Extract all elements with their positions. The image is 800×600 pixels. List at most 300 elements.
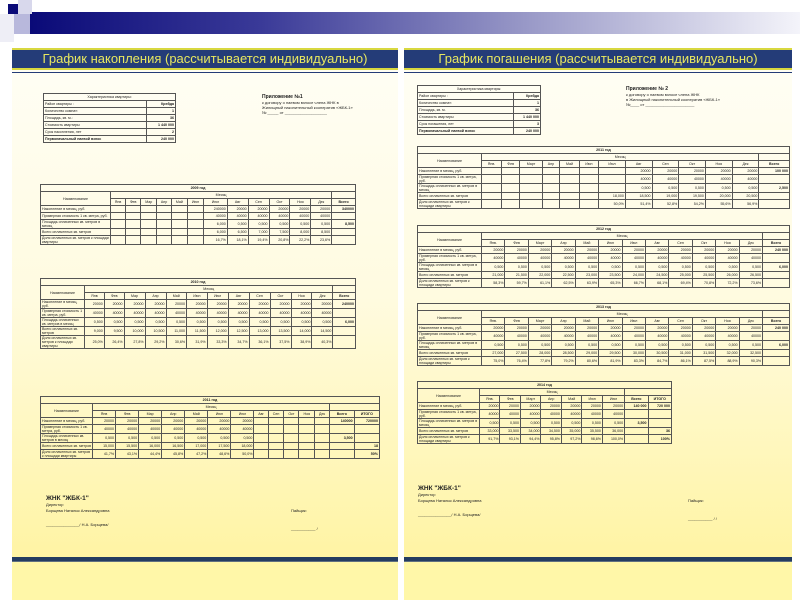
year-row (418, 304, 790, 311)
appendix-line: №____ от ______________________ (626, 102, 695, 107)
row-value: 1 440 000 (513, 114, 540, 121)
table-row (418, 184, 790, 193)
month-Ноя: Ноя (291, 293, 312, 300)
name-header: Наименование (41, 286, 85, 300)
cell-value: 62,5% (552, 279, 575, 288)
month-Окт: Окт (284, 411, 299, 418)
month-Ноя: Ноя (290, 199, 311, 206)
month-Июл: Июл (622, 240, 645, 247)
row-itogo: 50% (354, 450, 379, 459)
cell-value (579, 168, 599, 175)
cell-value: 0,500 (269, 220, 290, 229)
table-row (418, 263, 790, 272)
year-row (418, 382, 672, 389)
cell-value: 95,8% (541, 435, 561, 444)
table-row (418, 279, 790, 288)
cell-value: 20000 (228, 300, 249, 309)
header-row (418, 154, 790, 161)
row-total: 140000 (329, 418, 354, 425)
row-label: Первоначальный паевой взнос (44, 136, 147, 143)
month-Фев: Фев (126, 199, 141, 206)
cell-value: 40000 (166, 309, 187, 318)
row-total: 340000 (332, 206, 356, 213)
cell-value: 17,500 (208, 443, 231, 450)
cell-value: 0,500 (85, 318, 105, 327)
cell-value (542, 200, 560, 209)
row-label: Всего оплаченных кв. метров (42, 444, 91, 448)
cell-value: 40000 (291, 309, 312, 318)
month-Май: Май (575, 318, 598, 325)
cell-value: 20000 (269, 206, 290, 213)
header-row (418, 389, 672, 396)
appendix-line: Жилищный накопительный кооператив «ЖБК-1» (262, 105, 353, 110)
cell-value: 20000 (312, 300, 333, 309)
row-value: 240 000 (513, 128, 540, 135)
cell-value: 40000 (625, 175, 652, 184)
cell-value: 10,500 (145, 327, 166, 336)
cell-value (284, 443, 299, 450)
cell-value: 0,500 (124, 318, 145, 327)
cell-value: 0,500 (575, 263, 598, 272)
cell-value: 0,500 (227, 220, 248, 229)
row-value: 1 (513, 100, 540, 107)
cell-value: 69,4% (669, 279, 692, 288)
cell-value: 20000 (227, 206, 248, 213)
table-row (41, 450, 380, 459)
cell-value (111, 229, 126, 236)
cell-value: 20000 (231, 418, 254, 425)
cell-value: 40000 (207, 309, 228, 318)
cell-value: 32,500 (739, 350, 762, 357)
cell-value: 0,500 (104, 318, 124, 327)
cell-value: 40000 (622, 332, 645, 341)
cell-value: 26,4% (104, 336, 124, 349)
month-Янв.: Янв. (482, 318, 505, 325)
cell-value (126, 206, 141, 213)
cell-value: 0,500 (482, 341, 505, 350)
cell-value: 35,000 (561, 428, 581, 435)
cell-value: 0,500 (732, 184, 759, 193)
cell-value: 40000 (575, 332, 598, 341)
cell-value (502, 200, 520, 209)
table-row (418, 193, 790, 200)
row-total: 3,500 (625, 419, 648, 428)
cell-value: 32,000 (716, 350, 739, 357)
cell-value: 40000 (602, 410, 624, 419)
row-label: Площадь оплаченных кв. метров в месяц (418, 263, 482, 272)
year-row (418, 226, 790, 233)
cell-value (520, 200, 542, 209)
cell-value: 0,500 (692, 341, 715, 350)
appendix-title: Приложение № 2 (626, 86, 669, 92)
cell-value (315, 418, 330, 425)
month-Мар: Мар (124, 293, 145, 300)
month-Апр: Апр (162, 411, 185, 418)
month-Авг: Авг (645, 318, 668, 325)
panel-title: График накопления (рассчитывается индивидуально) (12, 48, 398, 70)
appendix-title: Приложение №1 (262, 94, 303, 100)
month-Фев: Фев (104, 293, 124, 300)
cell-value: 51,4% (625, 200, 652, 209)
cell-value: 0,500 (692, 263, 715, 272)
row-label: Площадь оплаченных кв. метров в месяц (418, 184, 482, 193)
cell-value: 40000 (482, 254, 505, 263)
table-row (44, 101, 176, 108)
row-label: Накопление в месяц, руб. (41, 300, 85, 309)
table-row (418, 200, 790, 209)
table-row (418, 93, 541, 100)
cell-value (268, 425, 284, 434)
cell-value: 40000 (505, 332, 528, 341)
cell-value: 20000 (482, 325, 505, 332)
cell-value (187, 229, 203, 236)
cell-value: 40000 (692, 254, 715, 263)
cell-value: 20000 (528, 325, 551, 332)
signature-block (418, 485, 778, 521)
cell-value (315, 443, 330, 450)
cell-value: 75,0% (482, 357, 505, 366)
table-header-row (418, 86, 541, 93)
month-Окт: Окт (692, 318, 715, 325)
cell-value (111, 220, 126, 229)
cell-value: 40000 (231, 425, 254, 434)
cell-value: 56,9% (732, 200, 759, 209)
cell-value: 8,500 (311, 229, 332, 236)
cell-value: 52,8% (652, 200, 679, 209)
cell-value: 20000 (669, 247, 692, 254)
cell-value (126, 220, 141, 229)
cell-value: 29,2% (145, 336, 166, 349)
month-Сен: Сен (669, 318, 692, 325)
table-row (418, 419, 672, 428)
total-header: Всего (329, 411, 354, 418)
cell-value: 27,8% (124, 336, 145, 349)
cell-value: 20000 (739, 325, 762, 332)
month-Апр: Апр (542, 161, 560, 168)
cell-value: 24,500 (645, 272, 668, 279)
header-spacer (759, 154, 790, 161)
cell-value: 40000 (139, 425, 162, 434)
cell-value: 33,000 (480, 428, 500, 435)
cell-value (126, 236, 141, 245)
cell-value: 0,500 (270, 318, 291, 327)
cell-value: 17,000 (185, 443, 208, 450)
month-Ноя: Ноя (716, 318, 739, 325)
month-Окт: Окт (692, 240, 715, 247)
cell-value: 7,000 (248, 229, 269, 236)
row-itogo (354, 434, 379, 443)
cell-value: 40000 (269, 213, 290, 220)
month-Янв: Янв (85, 293, 105, 300)
cell-value: 0,500 (208, 434, 231, 443)
row-total: 240 000 (763, 247, 790, 254)
row-total (625, 410, 648, 419)
row-itogo: 18 (354, 443, 379, 450)
month-Янв: Янв (93, 411, 116, 418)
month-Авг: Авг (645, 240, 668, 247)
month-Фев: Фев (505, 318, 528, 325)
cell-value: 40000 (739, 332, 762, 341)
cell-value (315, 434, 330, 443)
cell-value: 72,2% (716, 279, 739, 288)
month-Сен: Сен (268, 411, 284, 418)
cell-value: 0,500 (482, 263, 505, 272)
cell-value: 12,500 (228, 327, 249, 336)
cell-value (187, 220, 203, 229)
cell-value: 0,500 (312, 318, 333, 327)
month-Янв.: Янв. (482, 240, 505, 247)
cell-value (299, 450, 315, 459)
row-label: Доля оплаченных кв. метров к площади квартиры (41, 336, 85, 349)
row-label: Район квартиры : (44, 101, 147, 108)
row-total: 240000 (333, 300, 356, 309)
table-row (418, 114, 541, 121)
table-row (418, 254, 790, 263)
cell-value: 38,9% (291, 336, 312, 349)
cell-value: 14,500 (312, 327, 333, 336)
table-row (418, 357, 790, 366)
table-row (44, 136, 176, 143)
cell-value: 20000 (669, 325, 692, 332)
month-Авг: Авг (625, 161, 652, 168)
cell-value: 15,500 (116, 443, 139, 450)
member-signature: ___________ / / (688, 516, 717, 521)
month-header: Месяц (482, 233, 763, 240)
cell-value: 20000 (290, 206, 311, 213)
month-header: Месяц (482, 154, 759, 161)
year-title: 2011 год (41, 397, 380, 404)
cell-value: 37,5% (270, 336, 291, 349)
cell-value (542, 184, 560, 193)
cell-value (126, 213, 141, 220)
cell-value: 20000 (166, 300, 187, 309)
table-row (418, 341, 790, 350)
schedule-table-2011 (417, 146, 790, 209)
row-itogo (648, 419, 671, 428)
row-total: 8,500 (332, 220, 356, 229)
cell-value (157, 229, 172, 236)
row-label: Накопление в месяц, руб. (418, 403, 480, 410)
cell-value (157, 220, 172, 229)
cell-value: 33,3% (207, 336, 228, 349)
cell-value: 40000 (500, 410, 520, 419)
cell-value: 20000 (291, 300, 312, 309)
cell-value: 20000 (505, 247, 528, 254)
cell-value: 0,500 (705, 184, 732, 193)
cell-value: 0,500 (602, 419, 624, 428)
cell-value: 0,500 (528, 341, 551, 350)
cell-value: 22,2% (290, 236, 311, 245)
cell-value: 40000 (227, 213, 248, 220)
cell-value: 40000 (520, 410, 540, 419)
header-row (418, 311, 790, 318)
cell-value: 40000 (311, 213, 332, 220)
cell-value: 9,000 (85, 327, 105, 336)
row-total: 100 000 (759, 168, 790, 175)
cell-value (520, 175, 542, 184)
cell-value (599, 168, 626, 175)
cell-value: 40000 (208, 425, 231, 434)
cell-value: 18,1% (227, 236, 248, 245)
month-Июл: Июл (622, 318, 645, 325)
cell-value: 20000 (85, 300, 105, 309)
cell-value: 20000 (116, 418, 139, 425)
row-label: Доля оплаченных кв. метров к площади квартиры (42, 236, 109, 244)
decor-square (18, 0, 32, 14)
month-Апр: Апр (552, 240, 575, 247)
repayment-schedule-panel (404, 48, 792, 600)
month-Март: Март (528, 318, 551, 325)
cell-value: 15,000 (93, 443, 116, 450)
name-header: Наименование (41, 192, 111, 206)
month-Фев: Фев (116, 411, 139, 418)
table-row (44, 115, 176, 122)
month-Май: Май (575, 240, 598, 247)
cell-value: 0,500 (249, 318, 270, 327)
cell-value: 20000 (645, 325, 668, 332)
cell-value (171, 236, 187, 245)
cell-value (315, 425, 330, 434)
cell-value: 34,7% (228, 336, 249, 349)
cell-value: 88,9% (716, 357, 739, 366)
table-row (44, 122, 176, 129)
cell-value: 0,500 (625, 184, 652, 193)
table-row (418, 128, 541, 135)
row-label: Срок погашения, лет (418, 121, 514, 128)
row-total (759, 175, 790, 184)
month-Апр: Апр (157, 199, 172, 206)
row-itogo: 720 000 (648, 403, 671, 410)
name-header: Наименование (418, 233, 482, 247)
cell-value: 40000 (561, 410, 581, 419)
cell-value: 20000 (692, 325, 715, 332)
table-row (418, 435, 672, 444)
table-row (418, 350, 790, 357)
cell-value: 40000 (669, 332, 692, 341)
cell-value: 0,500 (561, 419, 581, 428)
cell-value: 40000 (541, 410, 561, 419)
cell-value: 0,500 (739, 263, 762, 272)
cell-value: 0,500 (500, 419, 520, 428)
row-label: Всего оплаченных кв. метров (418, 193, 482, 200)
cell-value: 40000 (104, 309, 124, 318)
row-label: Примерная стоимость 1 кв. метра, руб. (418, 332, 482, 341)
cell-value (141, 220, 157, 229)
characteristics-title: Характеристика квартиры: (418, 86, 541, 93)
month-Янв.: Янв. (482, 161, 502, 168)
schedule-table-2012 (417, 225, 790, 288)
row-label: Площадь, кв. м. (418, 107, 514, 114)
director-signature: _______________/ Н.А. Борщева/ (46, 522, 109, 527)
month-Ноя: Ноя (705, 161, 732, 168)
cell-value: 40000 (290, 213, 311, 220)
row-value: 3 (513, 121, 540, 128)
cell-value (482, 184, 502, 193)
cell-value: 20000 (599, 325, 622, 332)
row-total: 6,000 (333, 318, 356, 327)
itogo-header: ИТОГО (648, 396, 671, 403)
cell-value: 20000 (716, 325, 739, 332)
year-title: 2014 год (418, 382, 672, 389)
cell-value: 40000 (248, 213, 269, 220)
cell-value: 86,1% (669, 357, 692, 366)
row-total (625, 428, 648, 435)
year-title: 2010 год (41, 279, 356, 286)
cell-value: 0,500 (575, 341, 598, 350)
accumulation-schedule-panel (12, 48, 398, 600)
table-row (41, 213, 356, 220)
row-label: Всего оплаченных кв. метров (418, 428, 480, 435)
year-row (41, 397, 380, 404)
month-Июл: Июл (204, 199, 228, 206)
cell-value: 19,500 (679, 193, 706, 200)
cell-value: 40000 (679, 175, 706, 184)
cell-value: 80,6% (575, 357, 598, 366)
cell-value: 41,7% (93, 450, 116, 459)
month-Июл: Июл (231, 411, 254, 418)
cell-value (542, 175, 560, 184)
cell-value: 61,1% (528, 279, 551, 288)
cell-value: 84,7% (645, 357, 668, 366)
row-total: 2,500 (759, 184, 790, 193)
appendix-line: к договору о паевом взносе члена ЖНК в (262, 100, 339, 105)
cell-value (560, 184, 579, 193)
signature-block (46, 495, 386, 531)
cell-value: 20,000 (705, 193, 732, 200)
panel-title: График погашения (рассчитывается индивидуально) (404, 48, 792, 70)
cell-value: 0,500 (552, 263, 575, 272)
cell-value: 20000 (93, 418, 116, 425)
cell-value: 40000 (739, 254, 762, 263)
cell-value (141, 236, 157, 245)
cell-value (482, 193, 502, 200)
row-value: Крейда (146, 101, 175, 108)
row-total (333, 309, 356, 318)
month-Ноя: Ноя (716, 240, 739, 247)
row-label: Накопление в месяц, руб. (41, 206, 111, 213)
year-row (418, 147, 790, 154)
cell-value: 40000 (669, 254, 692, 263)
decor-square (0, 14, 14, 42)
month-Июн: Июн (187, 293, 208, 300)
row-value: 2 (146, 129, 175, 136)
cell-value: 25,500 (692, 272, 715, 279)
row-label: Площадь оплаченных кв. метров в месяц (418, 341, 482, 350)
row-total: 6,000 (763, 263, 790, 272)
row-label: Площадь оплаченных кв. метров в месяц (418, 419, 480, 428)
cell-value: 0,500 (231, 434, 254, 443)
cell-value: 20000 (505, 325, 528, 332)
table-row (41, 229, 356, 236)
cell-value (502, 184, 520, 193)
cell-value: 20000 (500, 403, 520, 410)
name-header: Наименование (418, 154, 482, 168)
table-row (41, 425, 380, 434)
table-row (418, 247, 790, 254)
header-row (418, 233, 790, 240)
cell-value (187, 206, 203, 213)
apartment-characteristics-table (417, 85, 541, 135)
cell-value: 63,9% (575, 279, 598, 288)
cell-value: 40000 (312, 309, 333, 318)
cell-value (599, 184, 626, 193)
table-row (41, 418, 380, 425)
row-total (759, 200, 790, 209)
cell-value (299, 434, 315, 443)
cell-value: 40000 (204, 213, 228, 220)
cell-value: 40000 (716, 254, 739, 263)
cell-value: 40000 (692, 332, 715, 341)
